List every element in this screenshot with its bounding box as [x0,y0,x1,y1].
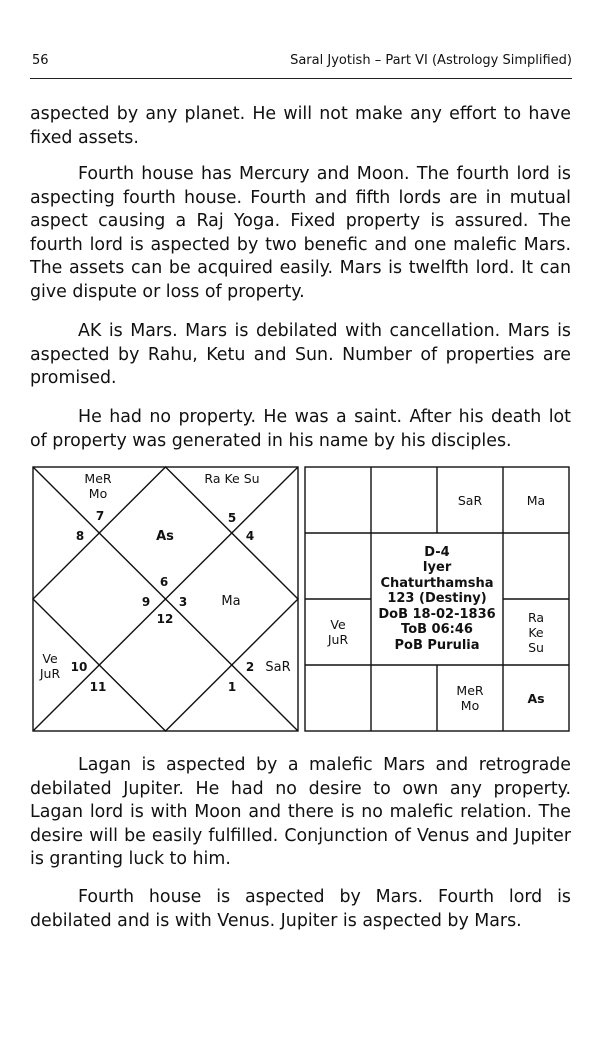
sign-cell-pisces [305,467,371,533]
house-number: 6 [159,575,169,589]
sign-cell-aquarius [305,533,371,599]
planet-label: Ra Ke Su [204,471,260,486]
sign-cell-cancer [503,533,569,599]
chart-center-details [371,533,503,665]
chart-frame [33,467,298,731]
chart-division: D-4 [424,544,450,560]
south-indian-chart [304,466,570,732]
house-number: 9 [141,595,151,609]
chart-author: Iyer [422,560,452,576]
sign-cell-leo [503,599,569,665]
house-number: 4 [245,529,255,543]
sign-cell-sagittarius [305,665,371,731]
sign-cell-gemini: Ma [526,492,546,508]
house-number: 7 [95,509,105,523]
planet-label: SaR [265,660,291,675]
chart-number: 123 (Destiny) [387,591,487,607]
planet-label: MeR [84,471,112,486]
house-number: 1 [227,680,237,694]
place-of-birth: PoB Purulia [394,637,480,653]
planet-label: JuR [327,632,349,647]
planet-label: Ve [42,651,58,666]
planet-label: Ra [527,609,545,625]
paragraph: He had no property. He was a saint. After his death lot of property was generated in his name by his disciples. [30,407,571,451]
sign-cell-virgo: As [527,690,545,706]
house-number: 12 [156,612,174,626]
house-number: 5 [227,511,237,525]
sign-cell-taurus: SaR [457,492,483,508]
planet-label: Ve [330,617,346,632]
paragraph: aspected by any planet. He will not make any effort to have fixed assets. [30,104,571,148]
paragraph: Lagan is aspected by a malefic Mars and retrograde debilated Jupiter. He had no desire to own any property. Lagan lord is with Moon and there is no malefic relation. The desire will be easily fulfilled. Conjunction of Venus and Jupiter is granting luck to him. [30,755,571,870]
sign-cell-capricorn [305,599,371,665]
chart-name: Chaturthamsha [380,575,494,591]
planet-label: MeR [456,683,484,698]
header-rule [30,78,572,79]
house-number: 3 [178,595,188,609]
sign-cell-scorpio [371,665,437,731]
house-number: 2 [245,660,255,674]
house-number: 10 [70,660,88,674]
page-header [30,50,572,76]
house-number: 8 [75,529,85,543]
north-indian-chart [32,466,300,732]
paragraph: AK is Mars. Mars is debilated with cancellation. Mars is aspected by Rahu, Ketu and Sun. Number of properties are promised. [30,321,571,389]
house-number: 11 [89,680,107,694]
date-of-birth: DoB 18-02-1836 [378,606,496,622]
book-title: Saral Jyotish – Part VI (Astrology Simplified) [290,53,572,68]
planet-label: As [156,529,174,544]
page-number: 56 [32,53,49,68]
planet-label: JuR [39,666,61,681]
time-of-birth: ToB 06:46 [401,622,473,638]
paragraph: Fourth house has Mercury and Moon. The fourth lord is aspecting fourth house. Fourth and fifth lords are in mutual aspect causing a Raj Yoga. Fixed property is assured. The fourth lord is aspected by two benefic and one malefic Mars. The assets can be acquired easily. Mars is twelfth lord. It can give dispute or loss of property. [30,164,571,302]
sign-cell-aries [371,467,437,533]
planet-label: Mo [460,698,480,713]
planet-label: Mo [88,486,108,501]
planet-label: Ke [528,624,544,640]
sign-cell-libra [437,665,503,731]
planet-label: Su [528,639,544,655]
planet-label: Ma [221,594,241,609]
paragraph: Fourth house is aspected by Mars. Fourth lord is debilated and is with Venus. Jupiter is aspected by Mars. [30,887,571,931]
